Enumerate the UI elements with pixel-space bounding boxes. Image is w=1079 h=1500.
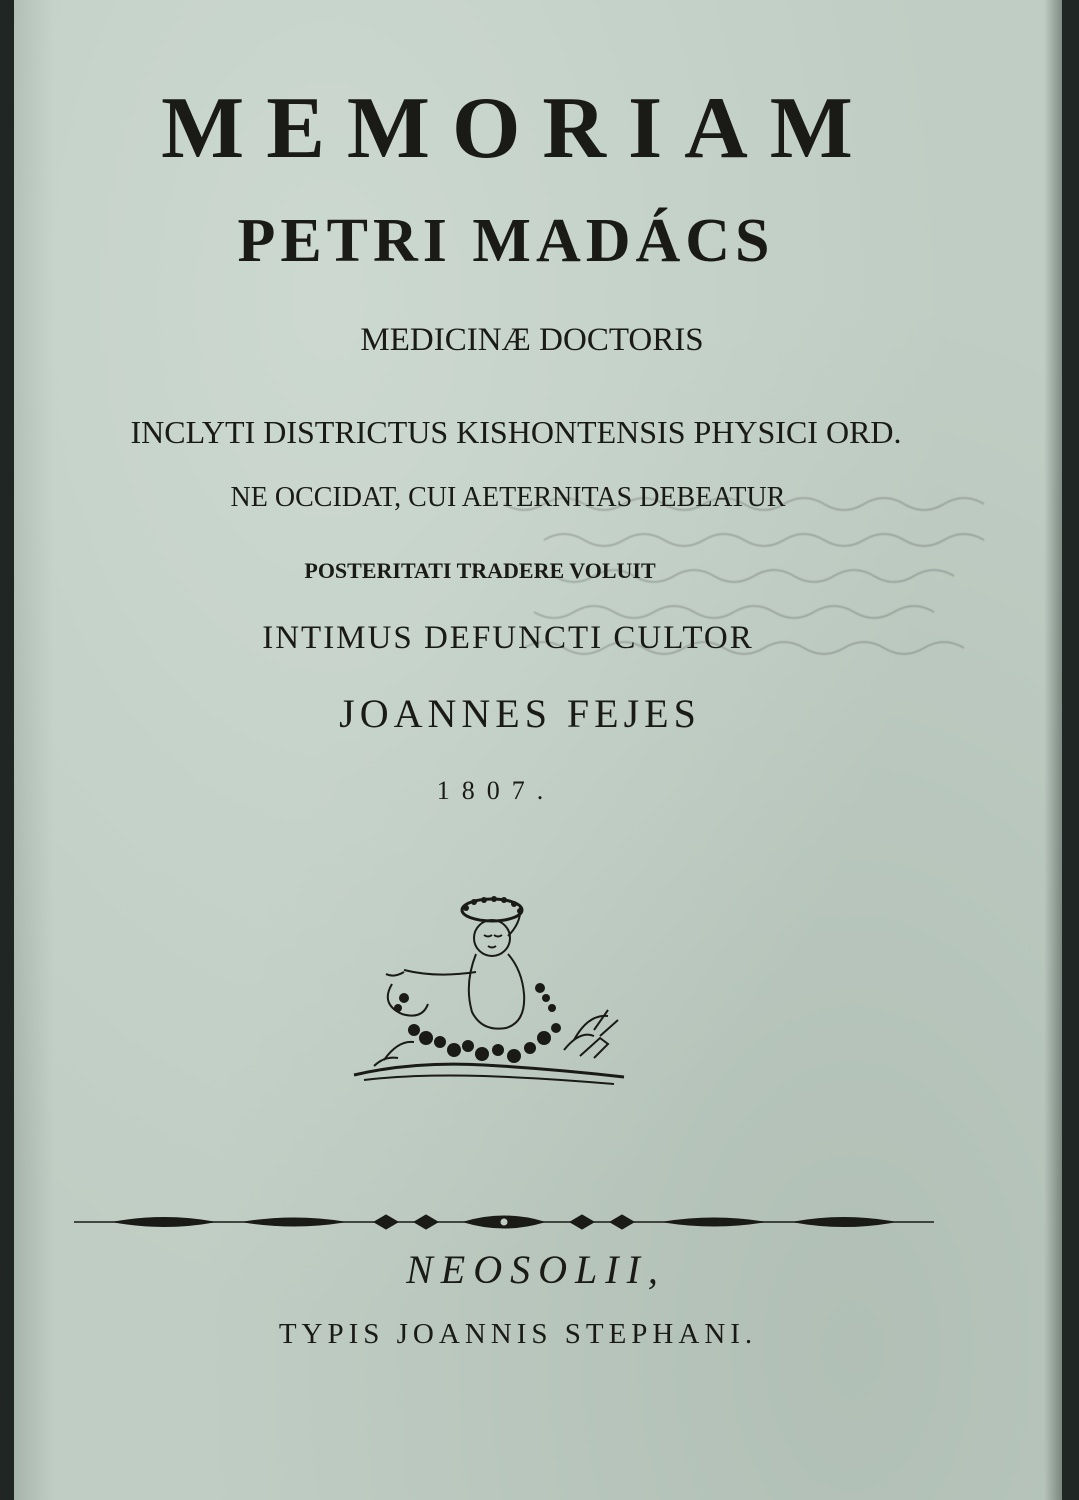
ornamental-rule-icon [74, 1202, 934, 1242]
imprint-printer: TYPIS JOANNIS STEPHANI. [278, 1318, 758, 1350]
subtitle-profession: MEDICINÆ DOCTORIS [360, 322, 704, 358]
imprint-place: NEOSOLII, [406, 1247, 666, 1292]
dedication-line: NE OCCIDAT, CUI AETERNITAS DEBEATUR [230, 482, 786, 513]
title-page [14, 0, 1062, 1500]
author-descriptor: INTIMUS DEFUNCTI CULTOR [262, 620, 754, 656]
dedication-line-2: POSTERITATI TRADERE VOLUIT [304, 558, 656, 583]
title-name: PETRI MADÁCS [237, 207, 775, 275]
subtitle-office: INCLYTI DISTRICTUS KISHONTENSIS PHYSICI ORD. [130, 414, 902, 450]
title-memoriam: MEMORIAM [161, 80, 875, 177]
publication-year: 1807. [436, 776, 556, 805]
author-name: JOANNES FEJES [339, 691, 701, 736]
cherub-vignette-icon [344, 880, 634, 1100]
